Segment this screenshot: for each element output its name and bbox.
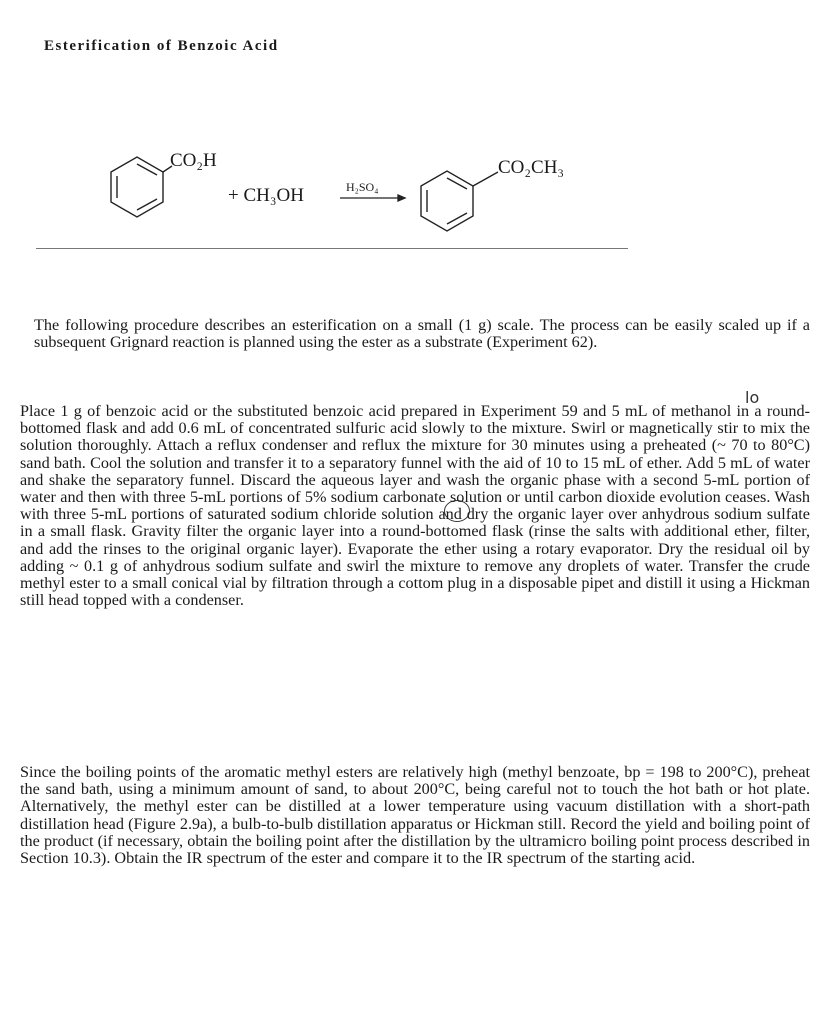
page-title: Esterification of Benzoic Acid (44, 38, 279, 54)
reaction-arrow (340, 195, 405, 201)
sulfuric-acid-catalyst: H₂SO₄ (346, 180, 379, 194)
scheme-divider (36, 248, 628, 249)
handwritten-note-10: lo (745, 388, 760, 407)
methanol-reagent: + CH₃OH (228, 185, 304, 206)
benzene-ring-product (421, 171, 498, 231)
reaction-scheme (0, 140, 835, 250)
methyl-ester-group: CO₂CH₃ (498, 157, 565, 178)
distillation-paragraph: Since the boiling points of the aromatic methyl esters are relatively high (methyl benzoate, bp = 198 to 200°C), preheat the sand bath, using a minimum amount of sand, to about 200°C, being careful not to touch the hot bath or hot plate. Alternatively, the methyl ester can be distilled at a lower temperature using vacuum distillation with a short-path distillation head (Figure 2.9a), a bulb-to-bulb distillation apparatus or Hickman still. Record the yield and boiling point of the product (if necessary, obtain the boiling point after the distillation by the ultramicro boiling point process described in Section 10.3). Obtain the IR spectrum of the ester and compare it to the IR spectrum of the starting acid. (20, 763, 810, 868)
carboxylic-acid-group: CO₂H (170, 150, 217, 171)
reaction-drawing (0, 140, 835, 250)
intro-paragraph: The following procedure describes an esterification on a small (1 g) scale. The process can be easily scaled up if a subsequent Grignard reaction is planned using the ester as a substrate (Experiment 62). (34, 316, 810, 352)
procedure-paragraph: Place 1 g of benzoic acid or the substituted benzoic acid prepared in Experiment 59 and 5 mL of methanol in a round-bottomed flask and add 0.6 mL of concentrated sulfuric acid slowly to the mixture. Swirl or magnetically stir to mix the solution thoroughly. Attach a reflux condenser and reflux the mixture for 30 minutes using a preheated (~ 70 to 80°C) sand bath. Cool the solution and transfer it to a separatory funnel with the aid of 10 to 15 mL of ether. Add 5 mL of water and shake the separatory funnel. Discard the aqueous layer and wash the organic phase with a second 5-mL portion of water and then with three 5-mL portions of 5% sodium carbonate solution or until carbon dioxide evolution ceases. Wash with three 5-mL portions of saturated sodium chloride solution and dry the organic layer over anhydrous sodium sulfate in a small flask. Gravity filter the organic layer into a round-bottomed flask (rinse the salts with additional ether, filter, and add the rinses to the original organic layer). Evaporate the ether using a rotary evaporator. Dry the residual oil by adding ~ 0.1 g of anhydrous sodium sulfate and swirl the mixture to remove any droplets of water. Transfer the crude methyl ester to a small conical vial by filtration through a cottom plug in a disposable pipet and distill it using a Hickman still head topped with a condenser. (20, 402, 810, 610)
benzene-ring-reactant (111, 157, 172, 217)
